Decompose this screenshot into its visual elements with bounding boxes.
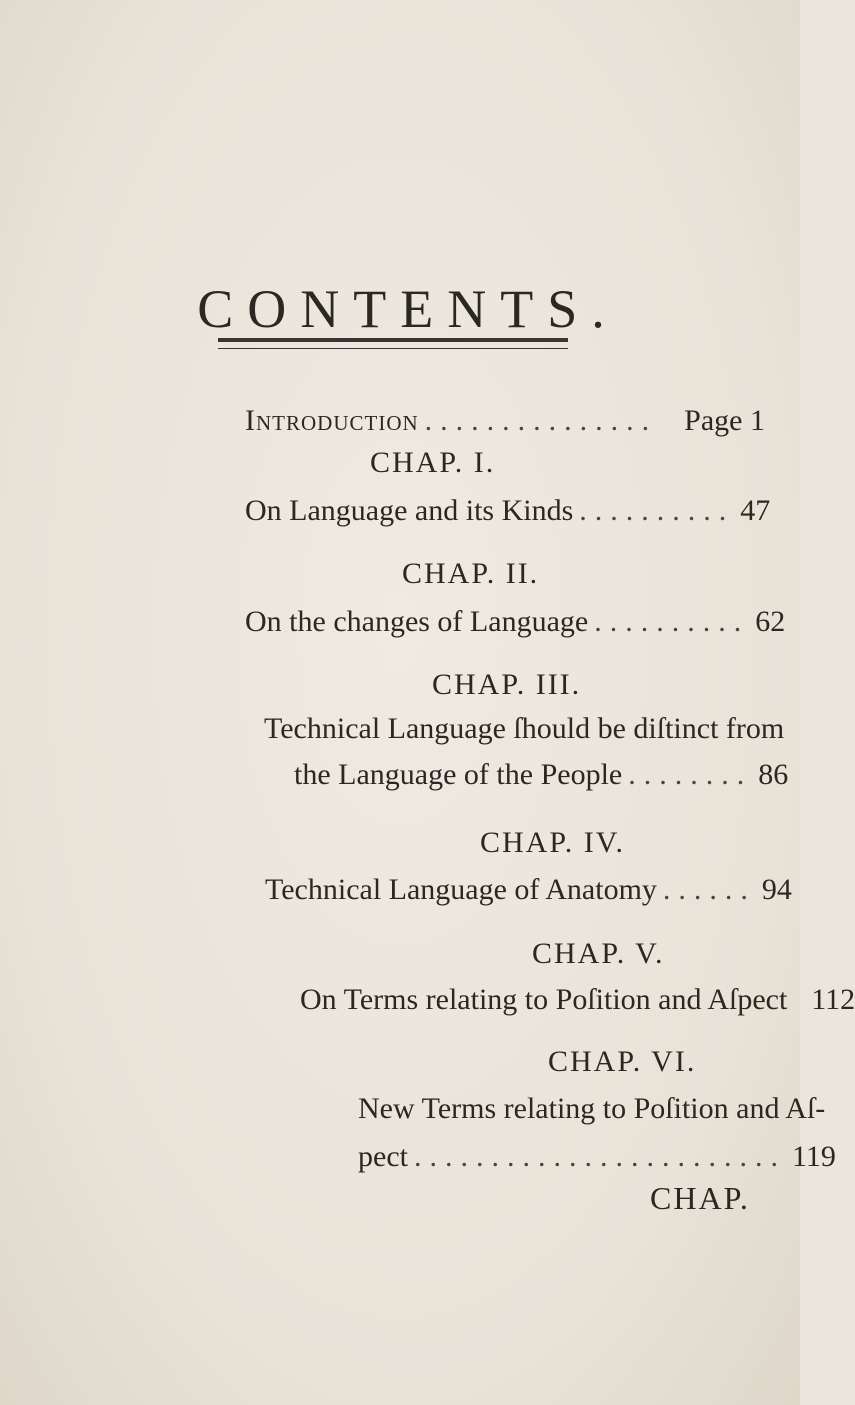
toc-entry-chap-5 — [300, 983, 855, 1017]
entry-title: the Language of the People — [294, 758, 623, 791]
entry-title: On Terms relating to Poſition and Aſpect — [300, 983, 788, 1016]
leader-dots: .......... — [594, 605, 750, 638]
catchword: CHAP. — [650, 1180, 750, 1216]
toc-entry-chap-1 — [245, 494, 771, 528]
toc-entry-chap-3 — [294, 758, 789, 792]
page-number: 112 — [811, 983, 855, 1016]
chapter-heading-6: CHAP. VI. — [548, 1045, 697, 1078]
entry-title-line-1: New Terms relating to Poſition and Aſ- — [358, 1092, 826, 1125]
toc-entry-chap-6 — [358, 1140, 836, 1174]
entry-title-line-1: Technical Language ſhould be diſtinct from — [264, 712, 785, 745]
chapter-heading-2: CHAP. II. — [402, 557, 540, 590]
leader-dots: ............... — [424, 404, 658, 437]
leader-dots: .......... — [579, 494, 735, 527]
entry-title: On the changes of Language — [245, 605, 589, 638]
page-number: 47 — [740, 494, 771, 527]
page-number: 119 — [791, 1140, 836, 1173]
toc-entry-introduction — [245, 404, 765, 438]
toc-entry-chap-2 — [245, 605, 786, 639]
leader-dots: ........ — [628, 758, 753, 791]
entry-title: Technical Language of Anatomy — [265, 873, 657, 906]
entry-title: Introduction — [245, 404, 419, 437]
toc-entry-chap-4 — [265, 873, 792, 907]
chapter-heading-1: CHAP. I. — [370, 446, 496, 479]
entry-title: On Language and its Kinds — [245, 494, 574, 527]
chapter-heading-3: CHAP. III. — [432, 668, 582, 701]
page-number: Page 1 — [684, 404, 765, 437]
chapter-heading-4: CHAP. IV. — [480, 826, 625, 859]
leader-dots: ...... — [662, 873, 756, 906]
page-title: CONTENTS. — [197, 279, 619, 339]
chapter-heading-5: CHAP. V. — [532, 937, 665, 970]
entry-title: pect — [358, 1140, 408, 1173]
page-number: 62 — [755, 605, 786, 638]
leader-dots: ........................ — [413, 1140, 786, 1173]
page-number: 94 — [761, 873, 792, 906]
title-rule — [218, 338, 568, 349]
page-number: 86 — [758, 758, 789, 791]
